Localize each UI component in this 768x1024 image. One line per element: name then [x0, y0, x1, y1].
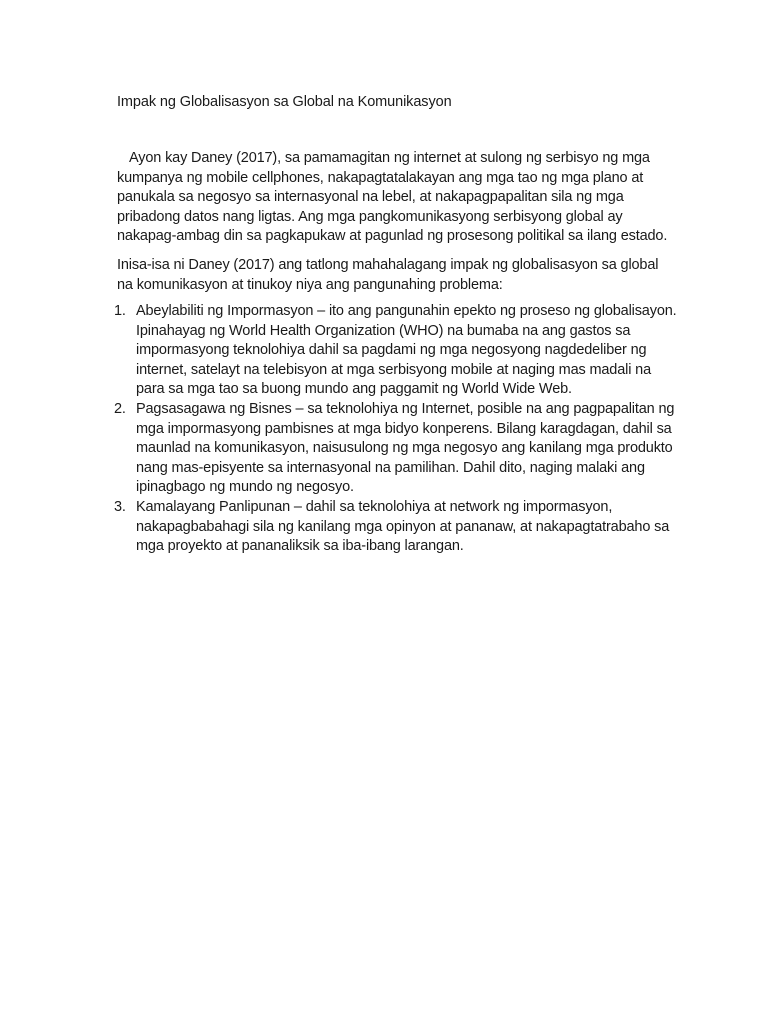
- document-title: Impak ng Globalisasyon sa Global na Komunikasyon: [117, 94, 452, 110]
- list-item: [114, 498, 677, 557]
- impact-list: [114, 302, 677, 557]
- paragraph-list-intro: Inisa-isa ni Daney (2017) ang tatlong mahahalagang impak ng globalisasyon sa global na komunikasyon at tinukoy niya ang pangunahing problema:: [117, 257, 659, 293]
- paragraph-intro: [117, 149, 677, 247]
- list-item: [114, 302, 677, 400]
- list-item-number: 2.: [114, 400, 126, 417]
- list-item-number: 3.: [114, 498, 126, 515]
- list-item-number: 1.: [114, 303, 126, 319]
- list-item: [114, 400, 677, 498]
- list-item-text: Abeylabiliti ng Impormasyon – ito ang pangunahin epekto ng proseso ng globalisayon. Ipinahayag ng World Health Organization (WHO) na bumaba na ang gastos sa impormasyong teknolohiya dahil sa pagdami ng mga negosyong nagdedeliber ng internet, satelayt na telebisyon at mga serbisyong mobile at naging mas madali na para sa mga tao sa buong mundo ang paggamit ng World Wide Web.: [136, 303, 677, 398]
- paragraph-intro-text: Ayon kay Daney (2017), sa pamamagitan ng internet at sulong ng serbisyo ng mga kumpanya ng mobile cellphones, nakapagtatalakayan ang mga tao ng mga plano at panukala sa negosyo sa internasyonal na lebel, at nakapagpapalitan sila ng mga pribadong datos nang ligtas. Ang mga pangkomunikasyong serbisyong global ay nakapag-ambag din sa pagkapukaw at pagunlad ng prosesong politikal sa ilang estado.: [117, 150, 668, 245]
- list-item-text: Pagsasagawa ng Bisnes – sa teknolohiya ng Internet, posible na ang pagpapalitan ng mga impormasyong pambisnes at mga bidyo konperens. Bilang karagdagan, dahil sa maunlad na komunikasyon, naisusulong ng mga negosyo ang kanilang mga produkto nang mas-episyente sa internasyonal na pamilihan. Dahil dito, naging malaki ang ipinagbago ng mundo ng negosyo.: [136, 400, 675, 496]
- list-item-text: Kamalayang Panlipunan – dahil sa teknolohiya at network ng impormasyon, nakapagbabahagi sila ng kanilang mga opinyon at pananaw, at nakapagtatrabaho sa mga proyekto at pananaliksik sa iba-ibang larangan.: [136, 498, 670, 555]
